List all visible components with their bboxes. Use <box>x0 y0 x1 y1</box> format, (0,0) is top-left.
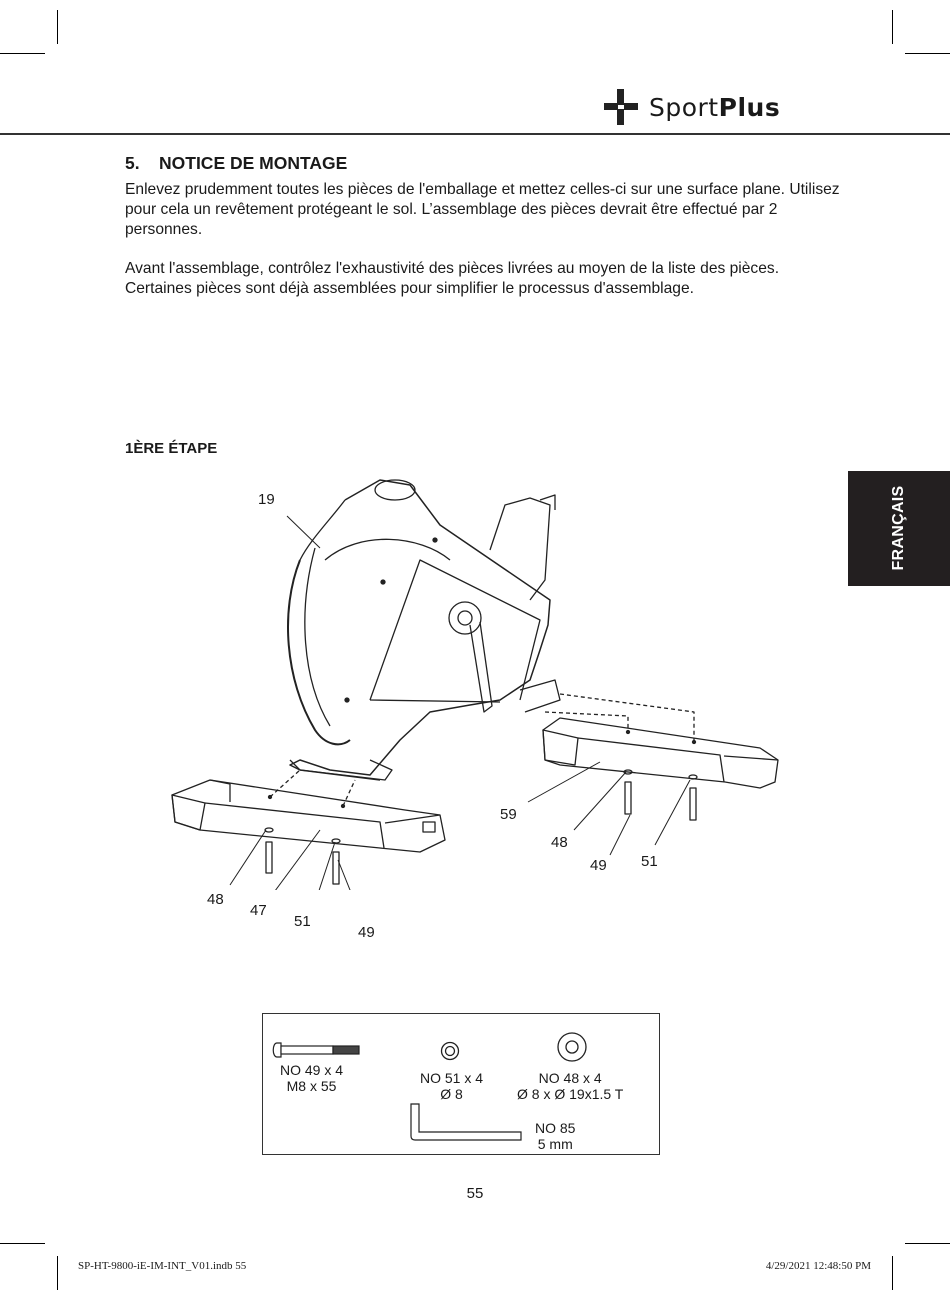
header-rule <box>0 133 950 135</box>
spring-washer-label: NO 51 x 4 Ø 8 <box>420 1070 484 1102</box>
crop-mark <box>0 53 45 54</box>
language-tab-label: FRANÇAIS <box>890 485 907 571</box>
callout-51-left: 51 <box>294 913 311 930</box>
front-stabilizer <box>172 780 445 852</box>
crop-mark <box>57 1256 58 1290</box>
callout-49-left: 49 <box>358 924 375 941</box>
crop-mark <box>57 10 58 44</box>
check-paragraph: Avant l'assemblage, contrôlez l'exhaustivité des pièces livrées au moyen de la liste des pièces. Certaines pièces sont déjà assemblées pour simplifier le processus d'assemblage. <box>125 260 780 297</box>
flat-washer-icon <box>556 1031 588 1063</box>
step-title: 1ÈRE ÉTAPE <box>125 440 218 457</box>
spring-washer-icon <box>439 1040 461 1062</box>
assembly-diagram <box>160 470 790 890</box>
allen-key-label: NO 85 5 mm <box>535 1120 576 1152</box>
bike-frame <box>288 480 560 780</box>
flat-washer-label: NO 48 x 4 Ø 8 x Ø 19x1.5 T <box>517 1070 624 1102</box>
crop-mark <box>905 1243 950 1244</box>
footer-timestamp: 4/29/2021 12:48:50 PM <box>765 1260 871 1272</box>
parts-list-box <box>262 1013 660 1155</box>
bolt-icon <box>271 1040 361 1060</box>
section-title: NOTICE DE MONTAGE <box>159 153 348 173</box>
intro-paragraph: Enlevez prudemment toutes les pièces de l'emballage et mettez celles-ci sur une surface plane. Utilisez pour cela un revêtement protégeant le sol. L’assemblage des pièces devrait être effectué par 2 personnes. <box>125 181 840 238</box>
rear-stabilizer <box>543 718 778 788</box>
page-number: 55 <box>466 1185 484 1202</box>
callout-49-right: 49 <box>590 857 607 874</box>
language-tab <box>848 471 950 586</box>
crop-mark <box>892 10 893 44</box>
callout-19: 19 <box>258 491 275 508</box>
section-number: 5. <box>125 153 140 173</box>
brand-logo <box>603 88 780 126</box>
allen-key-icon <box>407 1102 525 1146</box>
section-heading <box>125 153 347 174</box>
crop-mark <box>892 1256 893 1290</box>
bolt-label: NO 49 x 4 M8 x 55 <box>280 1062 344 1094</box>
crop-mark <box>905 53 950 54</box>
cross-logo-icon <box>603 88 639 126</box>
brand-name: SportPlus <box>649 92 781 122</box>
callout-59: 59 <box>500 806 517 823</box>
callout-48-left: 48 <box>207 891 224 908</box>
footer-file: SP-HT-9800-iE-IM-INT_V01.indb 55 <box>78 1260 247 1272</box>
callout-47: 47 <box>250 902 267 919</box>
crop-mark <box>0 1243 45 1244</box>
callout-48-right: 48 <box>551 834 568 851</box>
callout-51-right: 51 <box>641 853 658 870</box>
